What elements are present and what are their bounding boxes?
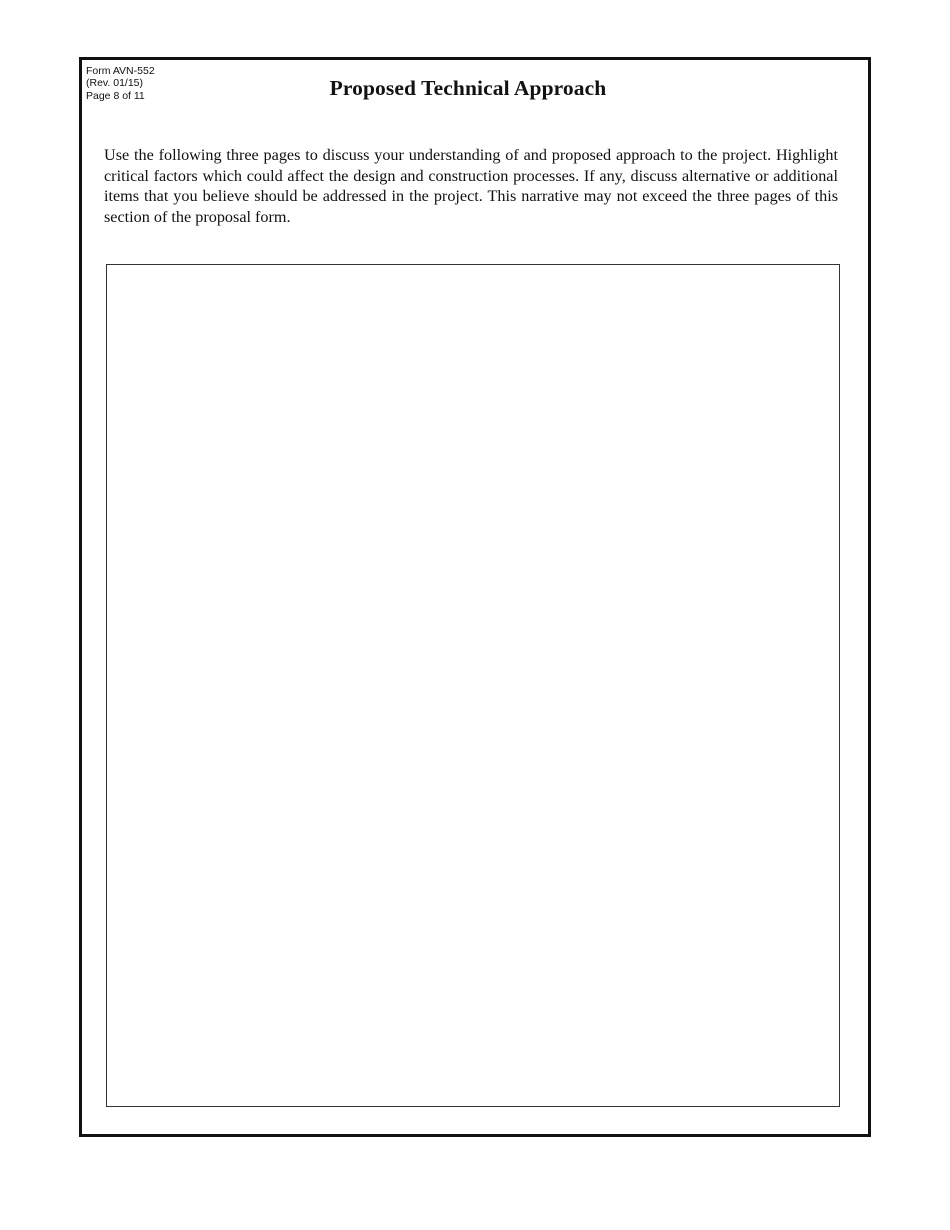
form-number: Form AVN-552 xyxy=(86,65,155,77)
instructions-paragraph: Use the following three pages to discuss your understanding of and proposed approach to the project. Highlight critical factors which could affect the design and construction processes. If any, discuss alternative or additional items that you believe should be addressed in the project. This narrative may not exceed the three pages of this section of the proposal form. xyxy=(104,146,838,226)
page-number: Page 8 of 11 xyxy=(86,89,145,102)
page-title: Proposed Technical Approach xyxy=(329,76,607,100)
form-revision: (Rev. 01/15) xyxy=(86,77,143,90)
technical-approach-narrative-field[interactable] xyxy=(106,264,840,1107)
